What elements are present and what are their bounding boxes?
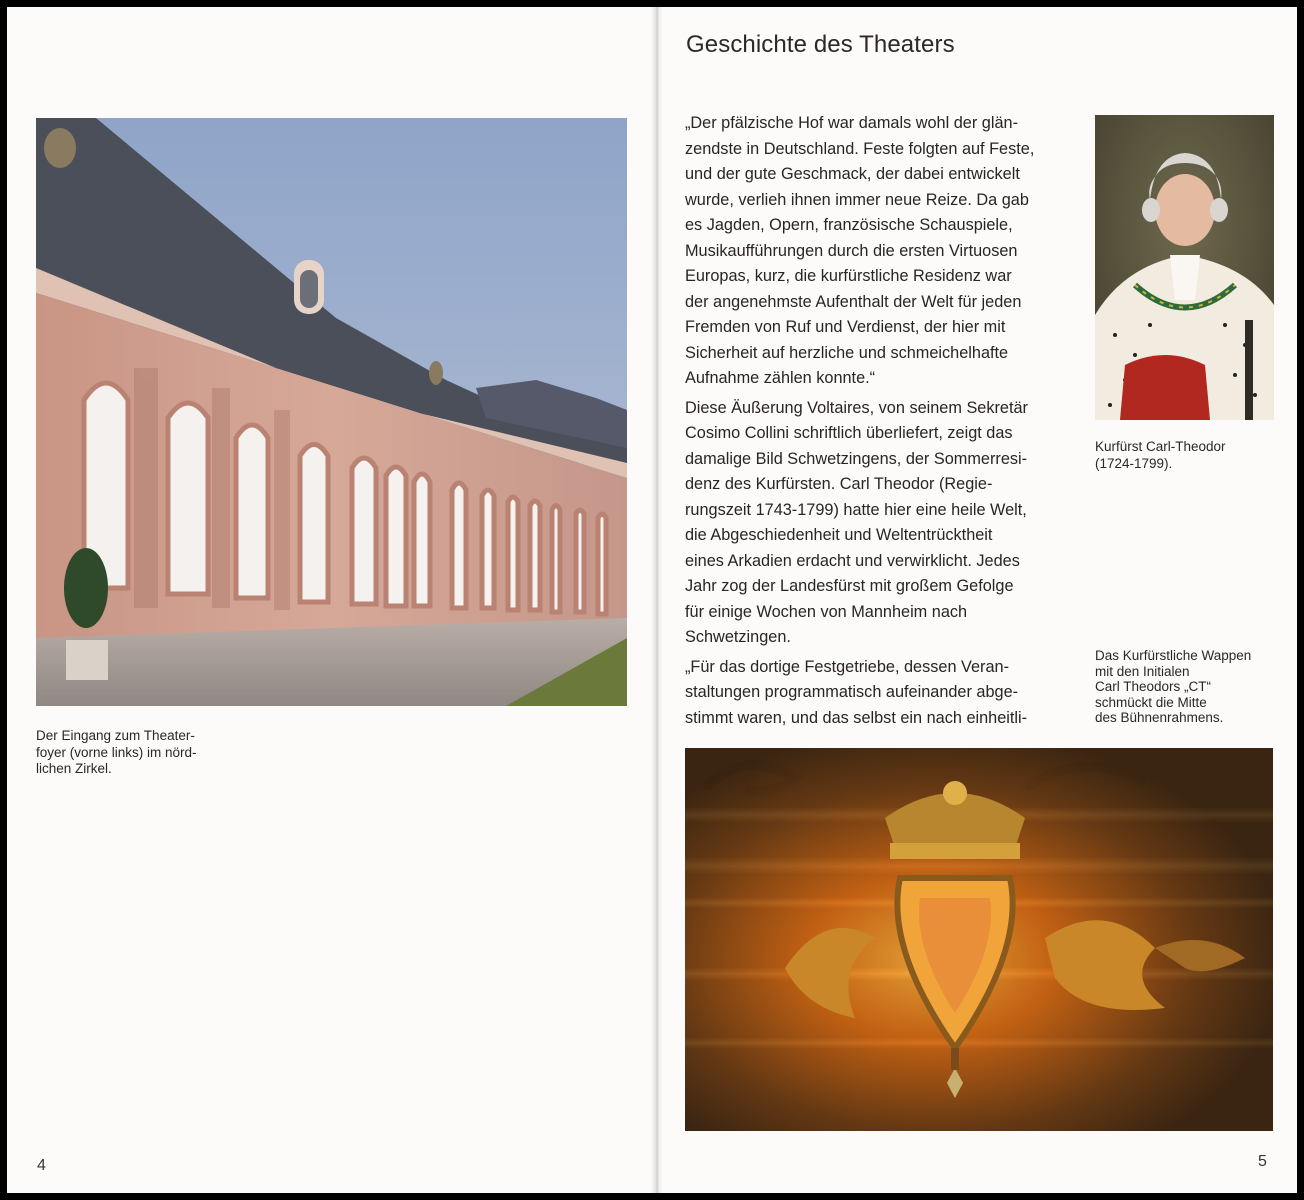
text-line: zendste in Deutschland. Feste folgten auf Feste,: [685, 139, 1035, 158]
caption-line: Kurfürst Carl-Theodor: [1095, 439, 1226, 454]
page-number-right: 5: [1258, 1153, 1267, 1170]
right-page: [655, 7, 1297, 1193]
text-line: Diese Äußerung Voltaires, von seinem Sekretär: [685, 398, 1028, 417]
body-text: [685, 111, 1080, 735]
text-line: Aufnahme zählen konnte.“: [685, 369, 876, 387]
caption-line: mit den Initialen: [1095, 663, 1190, 679]
text-line: stimmt waren, und das selbst ein nach einheitli-: [685, 708, 1028, 727]
caption-line: (1724-1799).: [1095, 455, 1173, 471]
text-line: denz des Kurfürsten. Carl Theodor (Regie-: [685, 475, 993, 493]
text-line: Europas, kurz, die kurfürstliche Residenz war: [685, 267, 1012, 285]
text-line: eines Arkadien erdacht und verwirklicht. Jedes: [685, 551, 1020, 570]
electoral-crest-photo: [685, 748, 1273, 1131]
page-number-left: 4: [37, 1157, 46, 1174]
text-line: und der gute Geschmack, der dabei entwickelt: [685, 165, 1020, 183]
paragraph-quote: [685, 111, 1080, 392]
text-line: staltungen programmatisch aufeinander abge-: [685, 683, 1019, 701]
text-line: Jahr zog der Landesfürst mit großem Gefolge: [685, 577, 1014, 595]
caption-line: des Bühnenrahmens.: [1095, 710, 1224, 725]
caption-line: Der Eingang zum Theater-: [36, 728, 195, 743]
caption-line: schmückt die Mitte: [1095, 694, 1207, 710]
orangery-photo-caption: [36, 728, 236, 778]
caption-line: Carl Theodors „CT“: [1095, 679, 1212, 694]
caption-line: lichen Zirkel.: [36, 761, 112, 776]
text-line: Musikaufführungen durch die ersten Virtuosen: [685, 241, 1018, 260]
text-line: wurde, verlieh ihnen immer neue Reize. Da gab: [685, 190, 1029, 209]
text-line: für einige Wochen von Mannheim nach: [685, 602, 968, 621]
portrait-caption: [1095, 439, 1275, 472]
caption-line: Das Kurfürstliche Wappen: [1095, 648, 1252, 663]
paragraph-festivities: [685, 655, 1080, 732]
text-line: Fremden von Ruf und Verdienst, der hier mit: [685, 318, 1006, 336]
carl-theodor-portrait: [1095, 115, 1274, 420]
paragraph-history: [685, 396, 1080, 651]
left-page: [7, 7, 655, 1193]
brochure-spread: [7, 7, 1297, 1193]
text-line: der angenehmste Aufenthalt der Welt für jeden: [685, 292, 1022, 311]
text-line: damalige Bild Schwetzingens, der Sommerresi-: [685, 449, 1028, 468]
page-title: Geschichte des Theaters: [686, 31, 955, 58]
text-line: die Abgeschiedenheit und Weltentrücktheit: [685, 526, 993, 544]
text-line: es Jagden, Opern, französische Schauspiele,: [685, 216, 1013, 234]
text-line: Cosimo Collini schriftlich überliefert, zeigt das: [685, 424, 1013, 442]
caption-line: foyer (vorne links) im nörd-: [36, 744, 197, 760]
text-line: rungszeit 1743-1799) hatte hier eine heile Welt,: [685, 500, 1027, 519]
orangery-entrance-photo: [36, 118, 627, 706]
crest-caption: [1095, 648, 1290, 726]
text-line: Sicherheit auf herzliche und schmeichelhafte: [685, 343, 1009, 362]
text-line: Schwetzingen.: [685, 628, 791, 646]
text-line: „Der pfälzische Hof war damals wohl der glän-: [685, 114, 1018, 132]
text-line: „Für das dortige Festgetriebe, dessen Veran-: [685, 657, 1009, 676]
